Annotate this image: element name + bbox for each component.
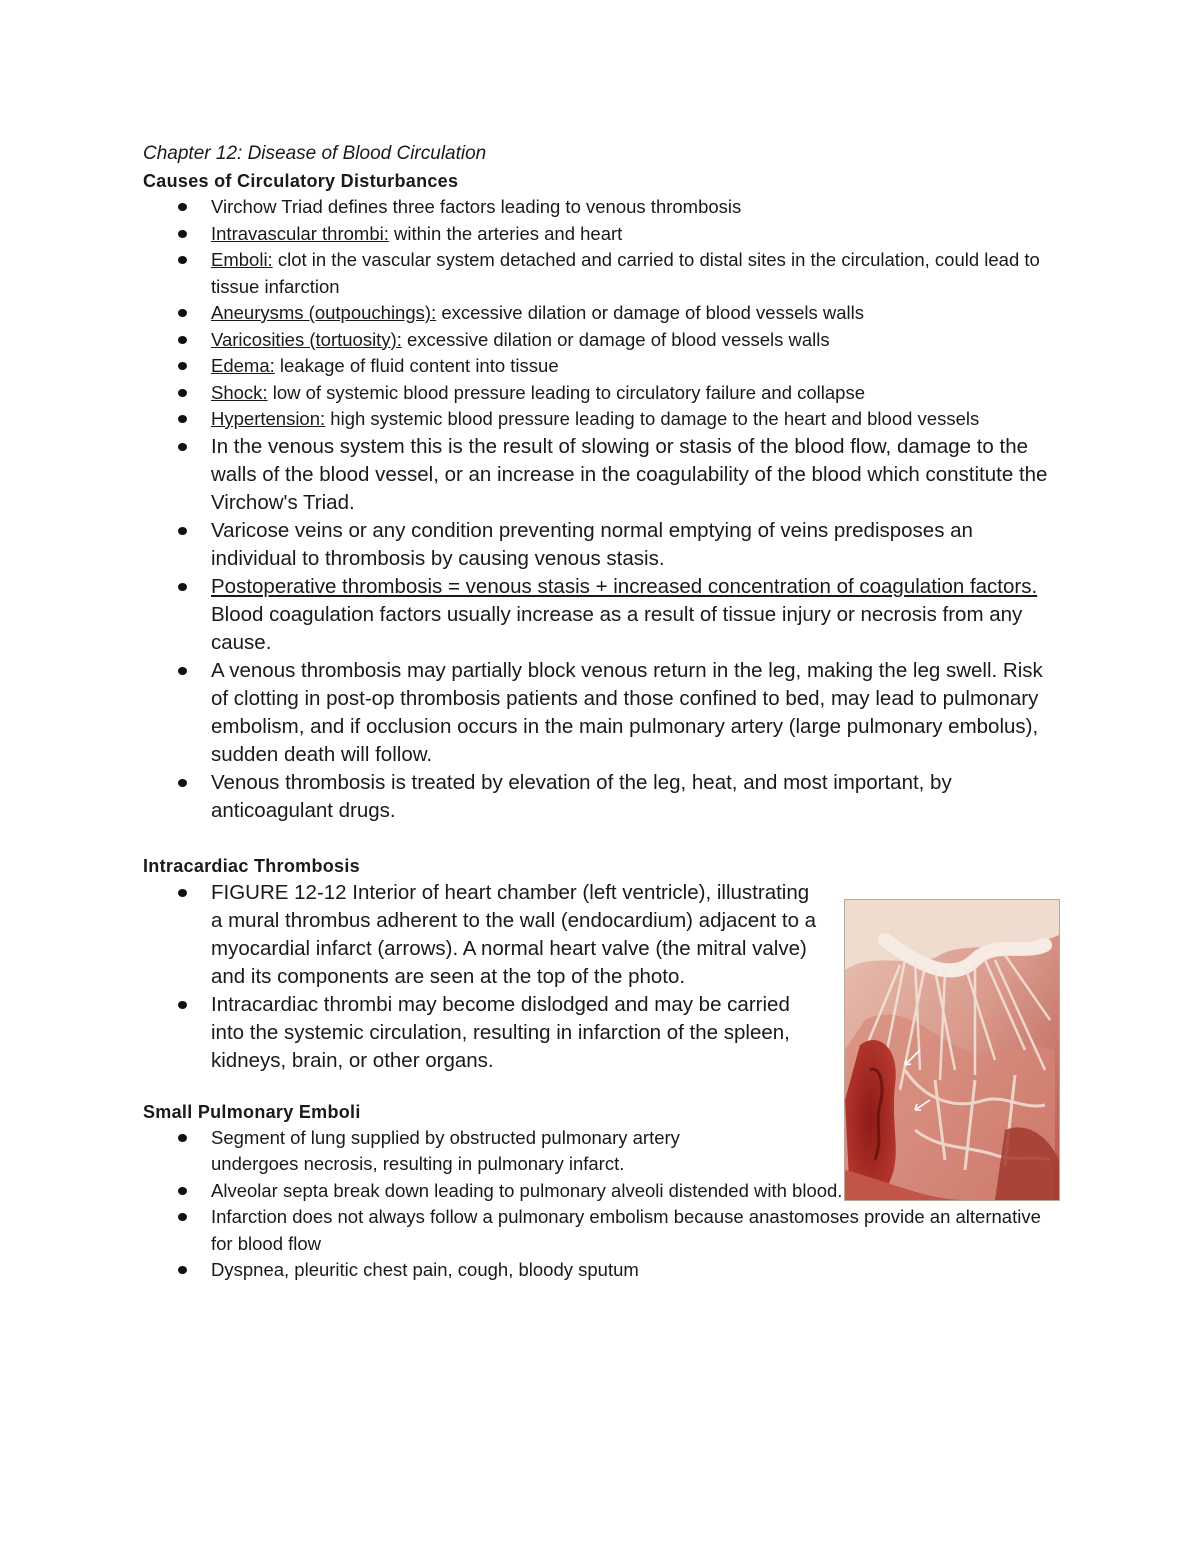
bullet-icon: [178, 336, 187, 344]
bullet-icon: [178, 443, 187, 451]
bullet-icon: [178, 667, 187, 675]
term-label: Aneurysms (outpouchings):: [211, 302, 437, 323]
item-text: A venous thrombosis may partially block venous return in the leg, making the leg swell. Risk of clotting in post-op thrombosis patients and those confined to bed, may lead to pulmonary embolism, and if occlusion occurs in the main pulmonary artery (large pulmonary embolus), sudden death will follow.: [211, 658, 1043, 766]
intracardiac-heading: Intracardiac Thrombosis: [143, 855, 360, 876]
bullet-icon: [178, 1213, 187, 1221]
causes-heading: Causes of Circulatory Disturbances: [143, 171, 459, 191]
item-text: low of systemic blood pressure leading to circulatory failure and collapse: [267, 381, 866, 403]
item-text: clot in the vascular system detached and carried to distal sites in the circulation, could lead to tissue infarction: [211, 249, 1040, 297]
pulmonary-heading: Small Pulmonary Emboli: [143, 1101, 361, 1122]
item-text: In the venous system this is the result of slowing or stasis of the blood flow, damage to the walls of the blood vessel, or an increase in the coagulability of the blood which constitute the Virchow's Triad.: [211, 434, 1048, 514]
list-item: [143, 327, 1063, 354]
list-item: [143, 517, 1063, 573]
item-text: Virchow Triad defines three factors leading to venous thrombosis: [211, 196, 742, 217]
heart-chamber-image: [845, 900, 1059, 1200]
list-item: [143, 433, 1063, 517]
term-label: Emboli:: [211, 249, 273, 270]
term-label: Intravascular thrombi:: [211, 222, 389, 244]
list-item: [143, 573, 1063, 657]
item-text: Intracardiac thrombi may become dislodged and may be carried into the systemic circulation, resulting in infarction of the spleen, kidneys, brain, or other organs.: [211, 992, 790, 1072]
bullet-icon: [178, 309, 187, 317]
term-label: Postoperative thrombosis = venous stasis + increased concentration of coagulation factors.: [211, 574, 1038, 598]
list-item: [143, 406, 1063, 433]
item-text: excessive dilation or damage of blood vessels walls: [401, 328, 830, 350]
list-item: [143, 1204, 1063, 1257]
list-item: [143, 769, 1063, 825]
item-text: excessive dilation or damage of blood vessels walls: [436, 302, 864, 323]
term-label: Hypertension:: [211, 408, 326, 429]
list-item: [143, 879, 821, 991]
section-spacer: [143, 825, 1063, 853]
item-text: Alveolar septa break down leading to pulmonary alveoli distended with blood.: [211, 1179, 843, 1201]
list-item: [143, 991, 821, 1075]
item-text: Blood coagulation factors usually increase as a result of tissue injury or necrosis from any cause.: [211, 602, 1023, 654]
bullet-icon: [178, 779, 187, 787]
bullet-icon: [178, 203, 187, 211]
list-item: [143, 1257, 1063, 1284]
list-item: [143, 380, 1063, 407]
bullet-icon: [178, 1134, 187, 1142]
bullet-icon: [178, 230, 187, 238]
bullet-icon: [178, 362, 187, 370]
heart-chamber-photo: [844, 899, 1060, 1201]
bullet-icon: [178, 389, 187, 397]
bullet-icon: [178, 1187, 187, 1195]
item-text: Dyspnea, pleuritic chest pain, cough, bloody sputum: [211, 1259, 639, 1280]
list-item: [143, 247, 1063, 300]
bullet-icon: [178, 256, 187, 264]
list-item: [143, 300, 1063, 327]
bullet-icon: [178, 1001, 187, 1009]
bullet-icon: [178, 415, 187, 423]
term-label: Edema:: [211, 355, 275, 376]
chapter-title: Chapter 12: Disease of Blood Circulation: [143, 143, 487, 164]
list-item: [143, 221, 1063, 248]
bullet-icon: [178, 889, 187, 897]
item-text: Varicose veins or any condition preventing normal emptying of veins predisposes an individual to thrombosis by causing venous stasis.: [211, 518, 973, 570]
item-text: high systemic blood pressure leading to damage to the heart and blood vessels: [325, 408, 980, 429]
item-text: Infarction does not always follow a pulmonary embolism because anastomoses provide an alternative for blood flow: [211, 1206, 1041, 1254]
list-item: [143, 657, 1063, 769]
bullet-icon: [178, 1266, 187, 1274]
item-text: Segment of lung supplied by obstructed pulmonary artery undergoes necrosis, resulting in pulmonary infarct.: [211, 1126, 680, 1174]
item-text: FIGURE 12-12 Interior of heart chamber (left ventricle), illustrating a mural thrombus adherent to the wall (endocardium) adjacent to a myocardial infarct (arrows). A normal heart valve (the mitral valve) and its components are seen at the top of the photo.: [211, 880, 817, 988]
bullet-icon: [178, 527, 187, 535]
bullet-icon: [178, 583, 187, 591]
item-text: within the arteries and heart: [388, 222, 623, 244]
list-item: [143, 353, 1063, 380]
item-text: leakage of fluid content into tissue: [274, 355, 559, 376]
term-label: Varicosities (tortuosity):: [211, 328, 402, 350]
list-item: [143, 194, 1063, 221]
term-label: Shock:: [211, 381, 268, 403]
item-text: Venous thrombosis is treated by elevation of the leg, heat, and most important, by anticoagulant drugs.: [211, 770, 952, 822]
causes-list: [143, 194, 1063, 825]
list-item: [143, 1125, 771, 1178]
